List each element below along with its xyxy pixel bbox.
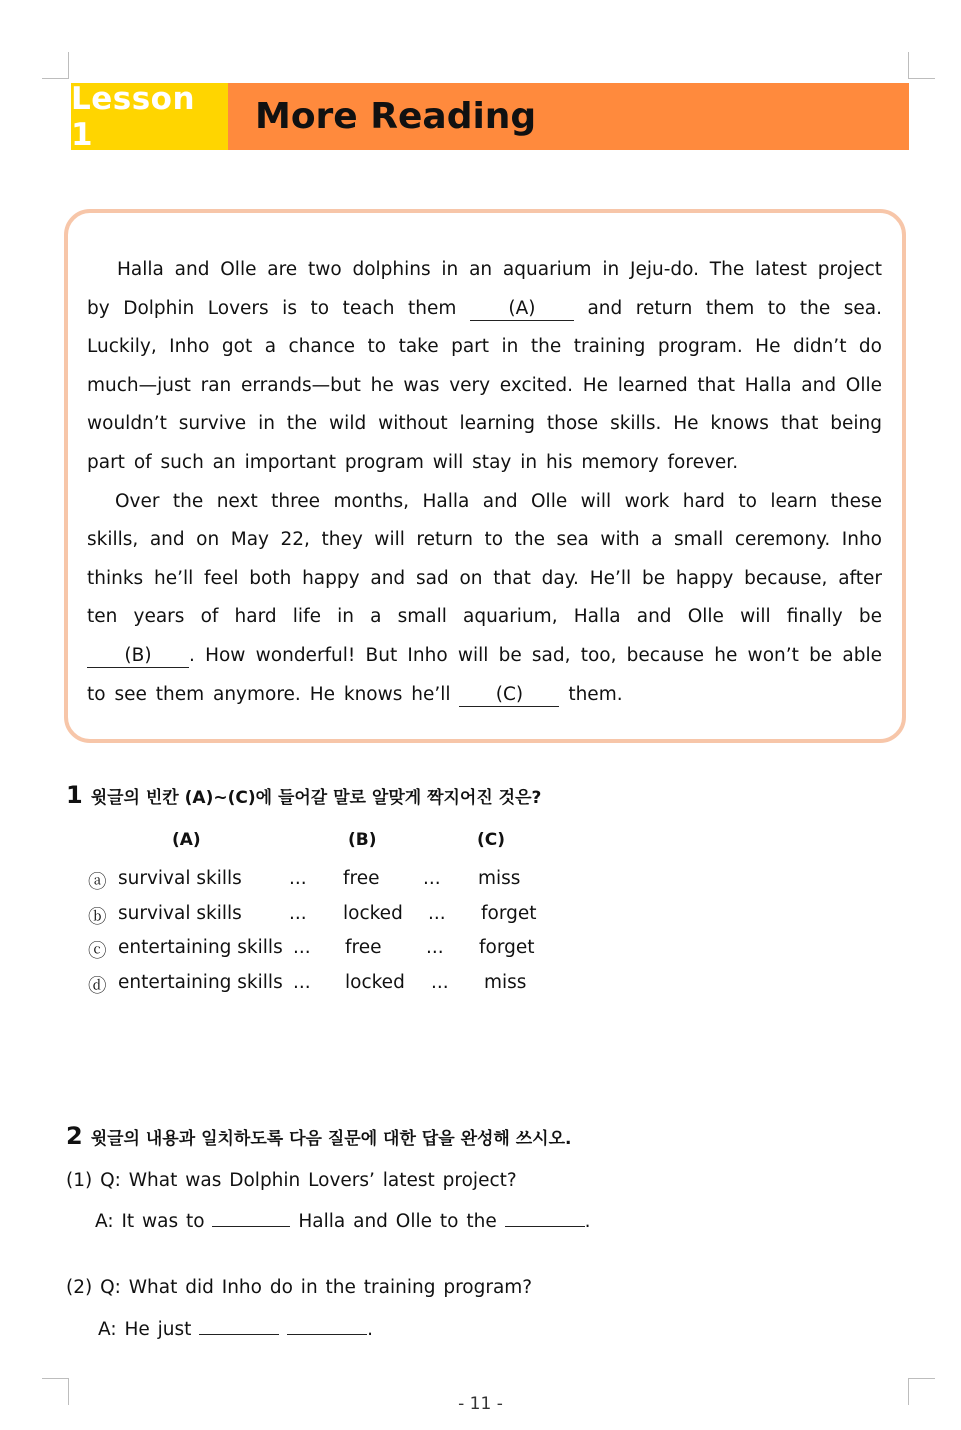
option-separator: ...: [293, 937, 311, 958]
question-2-1: (1) Q: What was Dolphin Lovers’ latest project?: [66, 1170, 517, 1191]
option-a: survival skills: [118, 903, 242, 924]
option-b: locked: [345, 972, 405, 993]
question-2-heading: [66, 1122, 571, 1150]
question-1-heading: [66, 781, 541, 809]
question-2-2: (2) Q: What did Inho do in the training program?: [66, 1277, 533, 1298]
answer-text: A: He just: [98, 1319, 192, 1340]
passage-paragraph-1: [87, 251, 882, 483]
answer-text: .: [584, 1211, 591, 1232]
question-text: 윗글의 내용과 일치하도록 다음 질문에 대한 답을 완성해 쓰시오.: [90, 1129, 572, 1149]
answer-blank[interactable]: [199, 1316, 279, 1335]
option-separator: ...: [293, 972, 311, 993]
option-mark: ⓓ: [88, 976, 107, 997]
option-mark: ⓑ: [88, 907, 107, 928]
lesson-label: Lesson 1: [71, 83, 228, 150]
passage-text: Halla and Olle are two dolphins in an aquarium in Jeju-do. The latest project by Dolphin Lovers is to teach them: [87, 259, 882, 319]
option-separator: ...: [428, 903, 446, 924]
question-number: 1: [66, 781, 83, 809]
passage-text: . How wonderful! But Inho will be sad, too, because he won’t be able to see them anymore. He knows he’ll: [87, 644, 882, 705]
option-separator: ...: [431, 972, 449, 993]
page-number: - 11 -: [458, 1394, 503, 1414]
blank-c: (C): [459, 684, 559, 707]
reading-passage-box: [64, 209, 906, 743]
option-separator: ...: [289, 868, 307, 889]
answer-blank[interactable]: [212, 1208, 290, 1227]
column-header-b: (B): [348, 830, 377, 850]
crop-mark-top-left: [42, 52, 69, 79]
passage-paragraph-2: [87, 483, 882, 715]
option-c: miss: [478, 868, 521, 889]
page-title: More Reading: [228, 83, 909, 150]
column-header-c: (C): [477, 830, 506, 850]
crop-mark-top-right: [908, 52, 935, 79]
blank-a: (A): [470, 298, 574, 321]
option-b: free: [345, 937, 382, 958]
question-text: 윗글의 빈칸 (A)~(C)에 들어갈 말로 알맞게 짝지어진 것은?: [90, 788, 542, 808]
option-b: locked: [343, 903, 403, 924]
option-a: survival skills: [118, 868, 242, 889]
lesson-header: [71, 80, 909, 153]
option-c: miss: [484, 972, 527, 993]
option-separator: ...: [426, 937, 444, 958]
option-c: forget: [481, 903, 537, 924]
answer-text: Halla and Olle to the: [298, 1211, 497, 1232]
blank-b: (B): [87, 645, 189, 668]
option-separator: ...: [423, 868, 441, 889]
column-header-a: (A): [172, 830, 201, 850]
option-mark: ⓒ: [88, 941, 107, 962]
answer-blank[interactable]: [287, 1316, 367, 1335]
answer-2-2: [98, 1316, 373, 1340]
passage-text: Over the next three months, Halla and Olle will work hard to learn these skills, and on May 22, they will return to the sea with a small ceremony. Inho thinks he’ll feel both happy and sad on that day. He’ll be happy because, after ten years of hard life in a small aquarium, Halla and Olle will finally be: [87, 490, 882, 628]
option-mark: ⓐ: [88, 872, 107, 893]
answer-blank[interactable]: [505, 1208, 585, 1227]
answer-text: A: It was to: [95, 1211, 205, 1232]
answer-2-1: [95, 1208, 591, 1232]
option-a: entertaining skills: [118, 937, 283, 958]
option-a: entertaining skills: [118, 972, 283, 993]
answer-text: .: [367, 1319, 374, 1340]
option-c: forget: [479, 937, 535, 958]
question-number: 2: [66, 1122, 83, 1150]
passage-text: and return them to the sea. Luckily, Inho got a chance to take part in the training program. He didn’t do much—just ran errands—but he was very excited. He learned that Halla and Olle wouldn’t survive in the wild without learning those skills. He knows that being part of such an important program will stay in his memory forever.: [87, 297, 882, 473]
option-b: free: [343, 868, 380, 889]
passage-text: them.: [568, 683, 623, 705]
option-separator: ...: [289, 903, 307, 924]
